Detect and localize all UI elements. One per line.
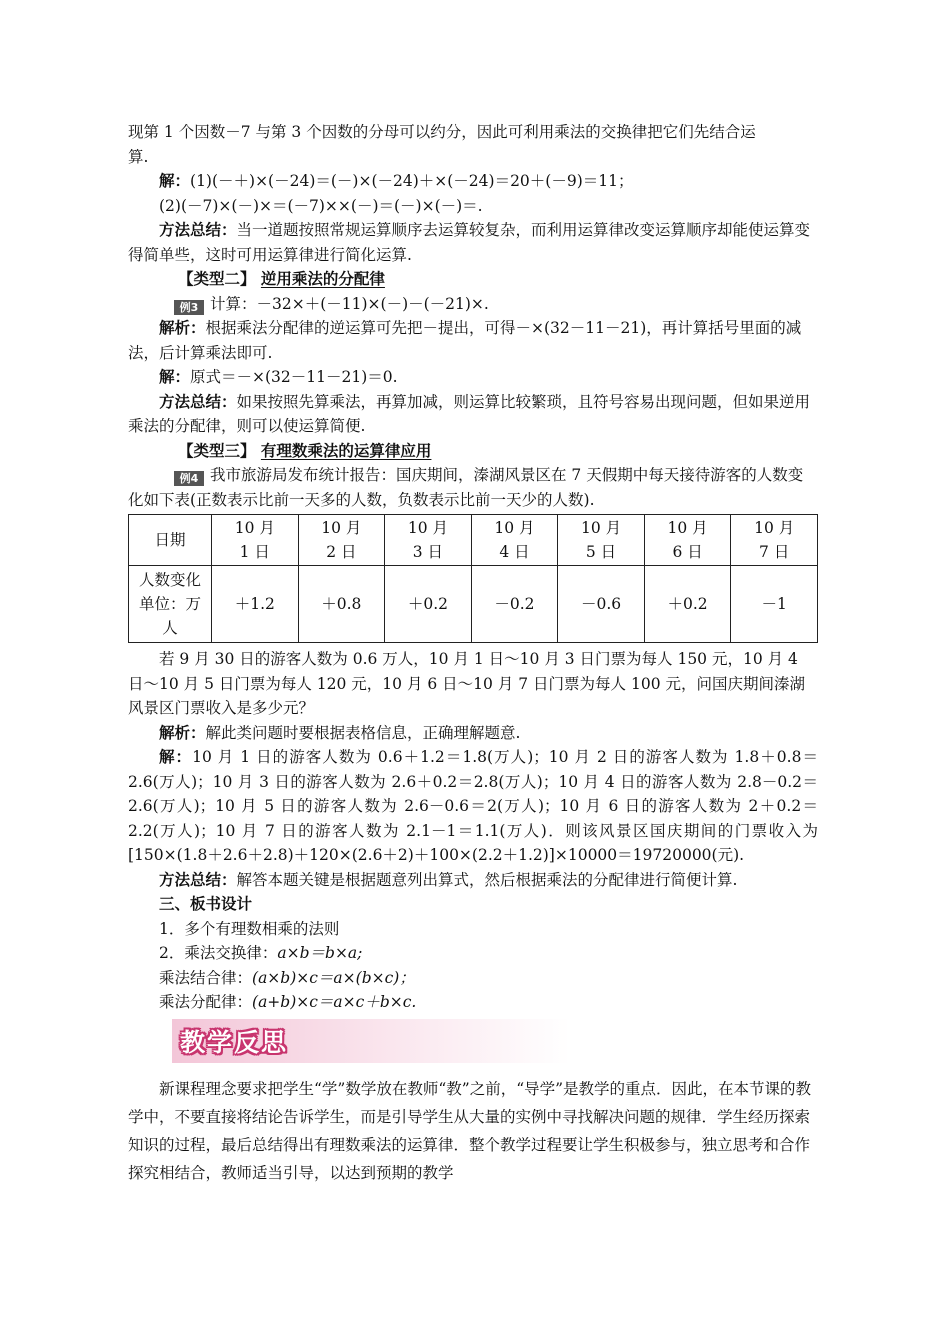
example-4: [128, 463, 818, 512]
type3-bracket: 【类型三】: [178, 440, 256, 460]
solution-text: 10 月 1 日的游客人数为 0.6＋1.2＝1.8(万人)；10 月 2 日的游客人数为 1.8＋0.8＝2.6(万人)；10 月 3 日的游客人数为 2.6＋0.2＝2.8(万人)；10 月 4 日的游客人数为 2.8－0.2＝2.6(万人)；10 月 5 日的游客人数为 2.6－0.6＝2(万人)；10 月 6 日的游客人数为 2＋0.2＝2.2(万人)；10 月 7 日的游客人数为 2.1－1＝1.1(万人)．则该风景区国庆期间的门票收入为[150×(1.8＋2.6＋2.8)＋120×(2.6＋2)＋100×(2.2＋1.2)]×10000＝19720000(元).: [128, 748, 818, 864]
reflection-text: 新课程理念要求把学生“学”数学放在教师“教”之前，“导学”是教学的重点．因此，在本节课的教学中，不要直接将结论告诉学生，而是引导学生从大量的实例中寻找解决问题的规律．学生经历探索知识的过程，最后总结得出有理数乘法的运算律．整个教学过程要让学生积极参与，独立思考和合作探究相结合，教师适当引导，以达到预期的教学: [128, 1079, 812, 1182]
table-row: [129, 515, 818, 566]
example-4-question: 我市旅游局发布统计报告：国庆期间，溱湖风景区在 7 天假期中每天接待游客的人数变化如下表(正数表示比前一天多的人数，负数表示比前一天少的人数).: [128, 466, 804, 509]
summary-text: 如果按照先算乘法，再算加减，则运算比较繁琐，且符号容易出现问题，但如果逆用乘法的分配律，则可以使运算简便.: [128, 392, 811, 435]
solution-label: 解：: [159, 747, 193, 766]
board-heading: 三、板书设计: [159, 894, 253, 913]
example-badge: 例3: [174, 300, 204, 315]
reflection-banner: [172, 1019, 570, 1063]
ex4-summary: [128, 868, 818, 893]
document-page: [128, 120, 818, 1187]
table-cell-date: 10 月 1 日: [212, 515, 299, 566]
summary-text: 解答本题关键是根据题意列出算式，然后根据乘法的分配律进行简便计算.: [236, 870, 738, 889]
board-dist: 乘法分配律：(a+b)×c＝a×c＋b×c.: [159, 993, 417, 1011]
type2-summary: [128, 390, 818, 439]
ex4-solution: [128, 745, 818, 868]
table-cell-change: －0.6: [558, 566, 645, 643]
solution-text: (1)(－＋)×(－24)＝(－)×(－24)＋×(－24)＝20＋(－9)＝11；: [190, 172, 634, 190]
table-cell-change: －1: [731, 566, 818, 643]
summary-label: 方法总结：: [159, 869, 237, 889]
table-cell-change: ＋1.2: [212, 566, 299, 643]
example-3: [128, 292, 818, 317]
table-cell-date: 10 月 6 日: [644, 515, 731, 566]
table-cell-change: ＋0.8: [298, 566, 385, 643]
solution-label: 解：: [159, 171, 191, 190]
visitor-change-table: [128, 514, 818, 643]
summary-label: 方法总结：: [159, 220, 237, 239]
table-cell-date: 10 月 3 日: [385, 515, 472, 566]
table-header-date: 日期: [129, 515, 212, 566]
problem-text: 若 9 月 30 日的游客人数为 0.6 万人，10 月 1 日～10 月 3 日门票为每人 150 元，10 月 4 日～10 月 5 日门票为每人 120 元，10 月 6 日～10 月 7 日门票为每人 100 元，问国庆期间溱湖风景区门票收入是多少元？: [128, 650, 805, 717]
board-assoc: 乘法结合律：(a×b)×c＝a×(b×c)；: [159, 968, 415, 987]
ex2-solution-2: (2)(－7)×(－)×＝(－7)××(－)＝(－)×(－)＝.: [159, 196, 483, 215]
type2-title: 逆用乘法的分配律: [260, 269, 385, 288]
type2-solution: [128, 365, 818, 390]
type3-heading: [128, 439, 818, 464]
table-cell-date: 10 月 2 日: [298, 515, 385, 566]
table-cell-change: －0.2: [471, 566, 558, 643]
ex2-solution-1: [128, 169, 818, 194]
table-cell-date: 10 月 4 日: [471, 515, 558, 566]
type2-heading: [128, 267, 818, 292]
analysis-text: 根据乘法分配律的逆运算可先把－提出，可得－×(32－11－21)，再计算括号里面的减法，后计算乘法即可.: [128, 319, 802, 362]
table-cell-change: ＋0.2: [644, 566, 731, 643]
table-row: [129, 566, 818, 643]
example-badge: 例4: [174, 471, 204, 486]
solution-label: 解：: [159, 367, 191, 386]
intro-line-2: 算.: [128, 147, 149, 166]
table-cell-date: 10 月 7 日: [731, 515, 818, 566]
ex4-analysis: [128, 721, 818, 746]
board-item-2: 2．乘法交换律：a×b＝b×a;: [159, 944, 363, 962]
table-header-change: 人数变化 单位：万 人: [129, 566, 212, 643]
analysis-text: 解此类问题时要根据表格信息，正确理解题意.: [205, 723, 521, 742]
solution-text: 原式＝－×(32－11－21)＝0.: [190, 368, 398, 386]
type2-analysis: [128, 316, 818, 365]
analysis-label: 解析：: [159, 722, 206, 742]
intro-line-1: 现第 1 个因数－7 与第 3 个因数的分母可以约分，因此可利用乘法的交换律把它们先结合运: [128, 123, 756, 141]
summary-label: 方法总结：: [159, 391, 237, 411]
summary-text: 当一道题按照常规运算顺序去运算较复杂，而利用运算律改变运算顺序却能使运算变得简单些，这时可用运算律进行简化运算.: [128, 221, 811, 264]
reflection-banner-title: 教学反思: [180, 1027, 289, 1057]
ex2-summary: [128, 218, 818, 267]
type3-title: 有理数乘法的运算律应用: [260, 440, 432, 460]
table-cell-date: 10 月 5 日: [558, 515, 645, 566]
table-cell-change: ＋0.2: [385, 566, 472, 643]
example-3-question: 计算：－32×＋(－11)×(－)－(－21)×.: [210, 294, 489, 313]
board-item-1: 1．多个有理数相乘的法则: [159, 919, 340, 938]
analysis-label: 解析：: [159, 318, 206, 337]
type2-bracket: 【类型二】: [178, 269, 256, 288]
